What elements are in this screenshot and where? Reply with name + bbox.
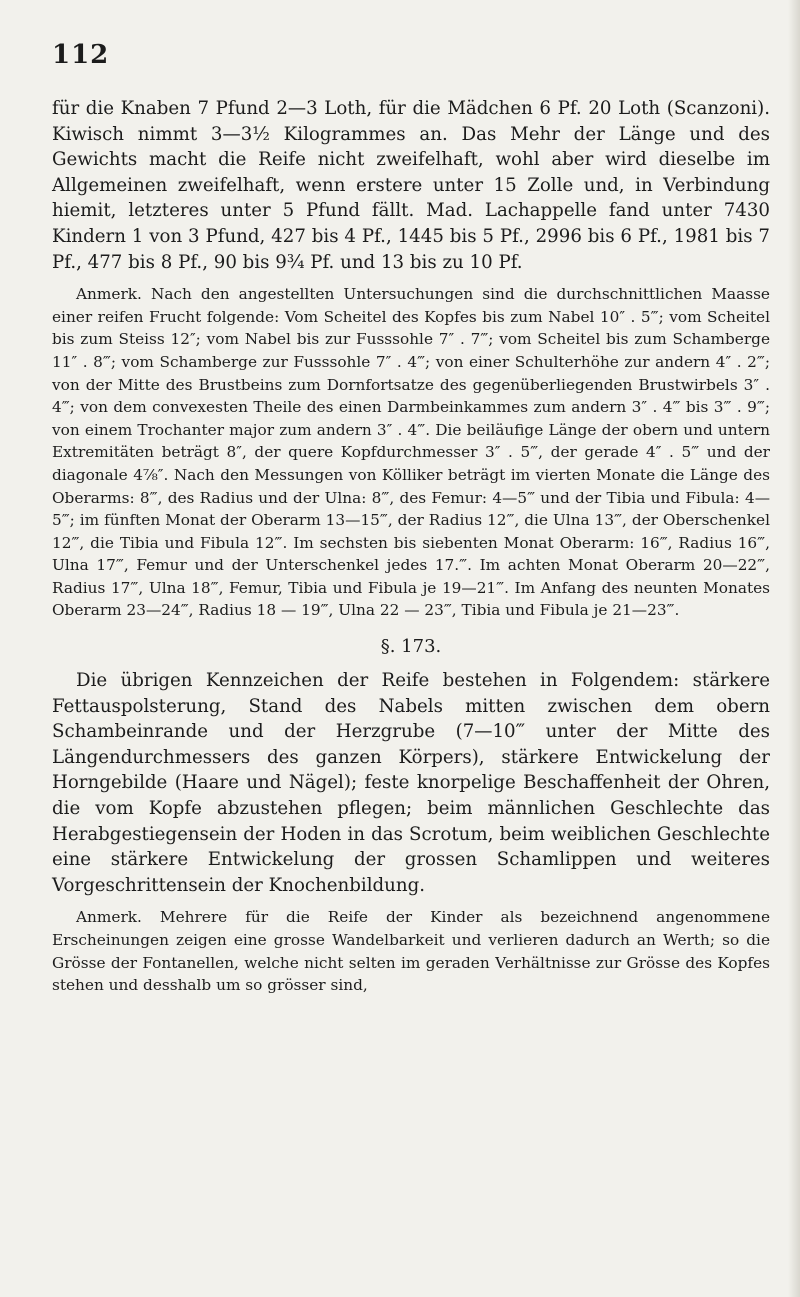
page-edge-shadow <box>788 0 800 1297</box>
note-measurements: Anmerk. Nach den angestellten Untersuchungen sind die durchschnittlichen Maasse einer reifen Frucht folgende: Vom Scheitel des Kopfes bis zum Nabel 10″ . 5‴; vom Scheitel bis zum Steiss 12″; vom Nabel bis zur Fusssohle 7″ . 7‴; vom Scheitel bis zum Schamberge 11″ . 8‴; vom Schamberge zur Fusssohle 7″ . 4‴; von einer Schulterhöhe zur andern 4″ . 2‴; von der Mitte des Brustbeins zum Dornfortsatze des gegenüberliegenden Brustwirbels 3″ . 4‴; von dem convexesten Theile des einen Darmbeinkammes zum andern 3″ . 4‴ bis 3‴ . 9‴; von einem Trochanter major zum andern 3″ . 4‴. Die beiläufige Länge der obern und untern Extremitäten beträgt 8″, der quere Kopfdurchmesser 3″ . 5‴, der gerade 4″ . 5‴ und der diagonale 4⅞″. Nach den Messungen von Kölliker beträgt im vierten Monate die Länge des Oberarms: 8‴, des Radius und der Ulna: 8‴, des Femur: 4—5‴ und der Tibia und Fibula: 4—5‴; im fünften Monat der Oberarm 13—15‴, der Radius 12‴, die Ulna 13‴, der Oberschenkel 12‴, die Tibia und Fibula 12‴. Im sechsten bis siebenten Monat Oberarm: 16‴, Radius 16‴, Ulna 17‴, Femur und der Unterschenkel jedes 17.‴. Im achten Monat Oberarm 20—22‴, Radius 17‴, Ulna 18‴, Femur, Tibia und Fibula je 19—21‴. Im Anfang des neunten Monates Oberarm 23—24‴, Radius 18 — 19‴, Ulna 22 — 23‴, Tibia und Fibula je 21—23‴. <box>52 285 770 620</box>
book-page <box>52 40 770 997</box>
note-fontanelles: Anmerk. Mehrere für die Reife der Kinder als bezeichnend angenommene Erscheinungen zeigen eine grosse Wandelbarkeit und verlieren dadurch an Werth; so die Grösse der Fontanellen, welche nicht selten im geraden Verhältnisse zur Grösse des Kopfes stehen und desshalb um so grösser sind, <box>52 908 770 995</box>
paragraph-signs-of-maturity: Die übrigen Kennzeichen der Reife bestehen in Folgendem: stärkere Fettauspolsterung, Stand des Nabels mitten zwischen dem obern Schambeinrande und der Herzgrube (7—10‴ unter der Mitte des Längendurchmessers des ganzen Körpers), stärkere Entwickelung der Horngebilde (Haare und Nägel); feste knorpelige Beschaffenheit der Ohren, die vom Kopfe abzustehen pflegen; beim männlichen Geschlechte das Herabgestiegensein der Hoden in das Scrotum, beim weiblichen Geschlechte eine stärkere Entwickelung der grossen Schamlippen und weiteres Vorgeschrittensein der Knochenbildung. <box>52 670 770 896</box>
page-number: 112 <box>52 40 110 70</box>
paragraph-birth-weight: für die Knaben 7 Pfund 2—3 Loth, für die Mädchen 6 Pf. 20 Loth (Scanzoni). Kiwisch nimmt 3—3½ Kilogrammes an. Das Mehr der Länge und des Gewichts macht die Reife nicht zweifelhaft, wohl aber wird dieselbe im Allgemeinen zweifelhaft, wenn erstere unter 15 Zolle und, in Verbindung hiemit, letzteres unter 5 Pfund fällt. Mad. Lachappelle fand unter 7430 Kindern 1 von 3 Pfund, 427 bis 4 Pf., 1445 bis 5 Pf., 2996 bis 6 Pf., 1981 bis 7 Pf., 477 bis 8 Pf., 90 bis 9¾ Pf. und 13 bis zu 10 Pf. <box>52 98 770 273</box>
section-heading: §. 173. <box>380 636 442 658</box>
